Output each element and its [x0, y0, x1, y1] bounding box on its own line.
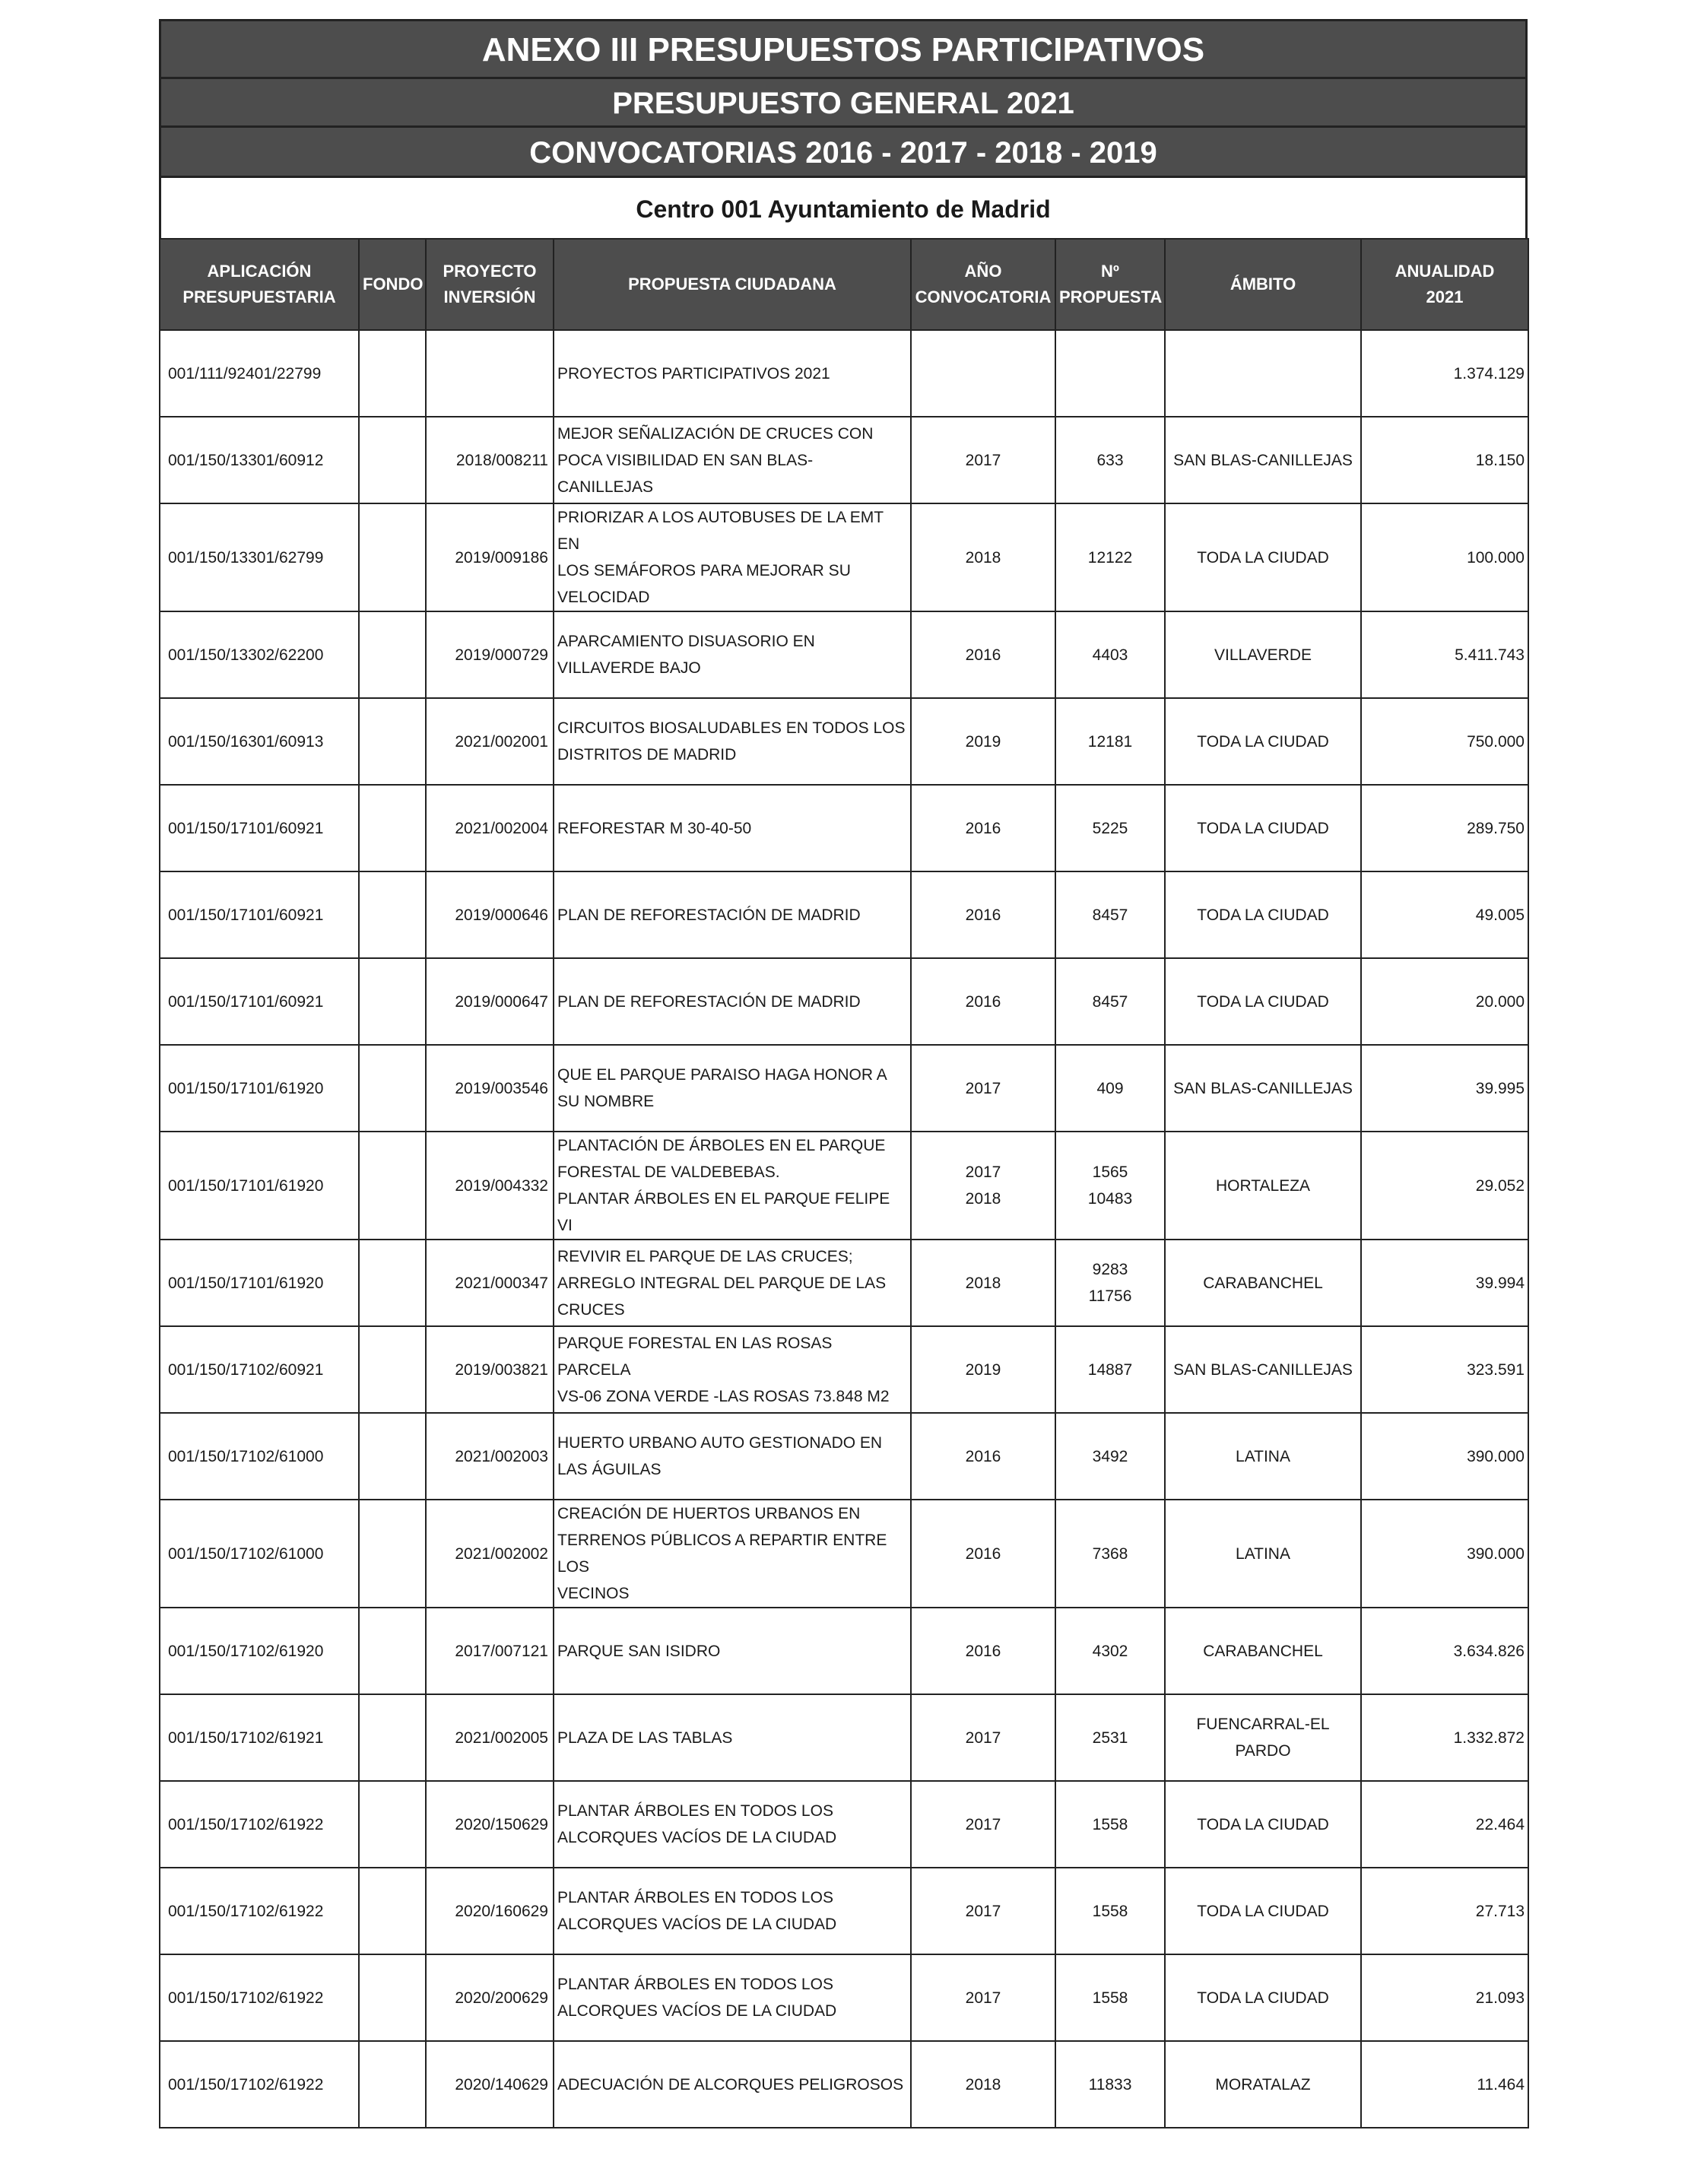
cell-fondo — [359, 1954, 426, 2041]
cell-anualidad: 39.994 — [1361, 1240, 1528, 1326]
cell-numero: 11833 — [1055, 2041, 1165, 2128]
cell-aplicacion: 001/150/16301/60913 — [160, 698, 359, 785]
cell-proyecto: 2021/002004 — [426, 785, 554, 871]
cell-numero: 12122 — [1055, 503, 1165, 611]
cell-fondo — [359, 503, 426, 611]
cell-fondo — [359, 871, 426, 958]
cell-anio: 2017 — [911, 1045, 1055, 1132]
table-row — [160, 503, 1528, 611]
cell-aplicacion: 001/150/17102/61920 — [160, 1608, 359, 1694]
cell-anualidad: 5.411.743 — [1361, 611, 1528, 698]
cell-proyecto: 2020/160629 — [426, 1868, 554, 1954]
cell-propuesta: PARQUE SAN ISIDRO — [554, 1608, 911, 1694]
cell-numero: 5225 — [1055, 785, 1165, 871]
cell-numero: 4403 — [1055, 611, 1165, 698]
cell-fondo — [359, 1868, 426, 1954]
cell-ambito: LATINA — [1165, 1413, 1361, 1500]
cell-numero: 9283 11756 — [1055, 1240, 1165, 1326]
table-row — [160, 1500, 1528, 1608]
cell-ambito: TODA LA CIUDAD — [1165, 871, 1361, 958]
cell-proyecto: 2019/000646 — [426, 871, 554, 958]
table-row — [160, 958, 1528, 1045]
cell-fondo — [359, 698, 426, 785]
cell-anualidad: 22.464 — [1361, 1781, 1528, 1868]
cell-anualidad: 21.093 — [1361, 1954, 1528, 2041]
table-row — [160, 1868, 1528, 1954]
cell-anualidad: 390.000 — [1361, 1413, 1528, 1500]
cell-anio: 2016 — [911, 958, 1055, 1045]
cell-ambito: TODA LA CIUDAD — [1165, 1868, 1361, 1954]
cell-ambito: HORTALEZA — [1165, 1132, 1361, 1240]
cell-aplicacion: 001/150/17102/61921 — [160, 1694, 359, 1781]
cell-ambito: TODA LA CIUDAD — [1165, 1781, 1361, 1868]
cell-numero: 4302 — [1055, 1608, 1165, 1694]
cell-propuesta: PLAZA DE LAS TABLAS — [554, 1694, 911, 1781]
table-row — [160, 1326, 1528, 1413]
cell-proyecto: 2020/140629 — [426, 2041, 554, 2128]
cell-propuesta: PLAN DE REFORESTACIÓN DE MADRID — [554, 871, 911, 958]
cell-fondo — [359, 1500, 426, 1608]
cell-propuesta: QUE EL PARQUE PARAISO HAGA HONOR A SU NOMBRE — [554, 1045, 911, 1132]
col-header-numero: Nº PROPUESTA — [1055, 239, 1165, 330]
cell-numero: 8457 — [1055, 958, 1165, 1045]
cell-anualidad: 49.005 — [1361, 871, 1528, 958]
cell-numero — [1055, 330, 1165, 417]
table-row — [160, 611, 1528, 698]
cell-aplicacion: 001/150/17101/60921 — [160, 871, 359, 958]
table-row — [160, 1608, 1528, 1694]
cell-numero: 1558 — [1055, 1954, 1165, 2041]
cell-numero: 633 — [1055, 417, 1165, 503]
cell-ambito: LATINA — [1165, 1500, 1361, 1608]
col-header-ambito: ÁMBITO — [1165, 239, 1361, 330]
cell-ambito: TODA LA CIUDAD — [1165, 958, 1361, 1045]
cell-proyecto: 2019/003821 — [426, 1326, 554, 1413]
cell-fondo — [359, 1132, 426, 1240]
table-row — [160, 1240, 1528, 1326]
cell-anio: 2016 — [911, 1500, 1055, 1608]
cell-fondo — [359, 1240, 426, 1326]
cell-ambito — [1165, 330, 1361, 417]
cell-ambito: VILLAVERDE — [1165, 611, 1361, 698]
cell-anio: 2018 — [911, 1240, 1055, 1326]
cell-ambito: TODA LA CIUDAD — [1165, 785, 1361, 871]
cell-propuesta: CIRCUITOS BIOSALUDABLES EN TODOS LOS DISTRITOS DE MADRID — [554, 698, 911, 785]
cell-numero: 7368 — [1055, 1500, 1165, 1608]
cell-propuesta: MEJOR SEÑALIZACIÓN DE CRUCES CON POCA VISIBILIDAD EN SAN BLAS-CANILLEJAS — [554, 417, 911, 503]
cell-numero: 3492 — [1055, 1413, 1165, 1500]
cell-numero: 8457 — [1055, 871, 1165, 958]
cell-fondo — [359, 1694, 426, 1781]
cell-anualidad: 100.000 — [1361, 503, 1528, 611]
cell-ambito: FUENCARRAL-EL PARDO — [1165, 1694, 1361, 1781]
cell-anualidad: 3.634.826 — [1361, 1608, 1528, 1694]
cell-anio: 2019 — [911, 698, 1055, 785]
cell-fondo — [359, 1608, 426, 1694]
cell-proyecto: 2020/200629 — [426, 1954, 554, 2041]
cell-anualidad: 390.000 — [1361, 1500, 1528, 1608]
budget-sheet — [159, 19, 1528, 2128]
cell-anio: 2017 — [911, 1694, 1055, 1781]
cell-ambito: TODA LA CIUDAD — [1165, 503, 1361, 611]
cell-fondo — [359, 417, 426, 503]
cell-numero: 1565 10483 — [1055, 1132, 1165, 1240]
cell-propuesta: PLANTAR ÁRBOLES EN TODOS LOS ALCORQUES VACÍOS DE LA CIUDAD — [554, 1868, 911, 1954]
table-row — [160, 698, 1528, 785]
cell-anualidad: 20.000 — [1361, 958, 1528, 1045]
cell-anualidad: 1.374.129 — [1361, 330, 1528, 417]
cell-anualidad: 27.713 — [1361, 1868, 1528, 1954]
cell-propuesta: REFORESTAR M 30-40-50 — [554, 785, 911, 871]
cell-proyecto: 2019/004332 — [426, 1132, 554, 1240]
cell-aplicacion: 001/150/13301/60912 — [160, 417, 359, 503]
cell-aplicacion: 001/150/17101/60921 — [160, 785, 359, 871]
cell-propuesta: ADECUACIÓN DE ALCORQUES PELIGROSOS — [554, 2041, 911, 2128]
cell-anualidad: 39.995 — [1361, 1045, 1528, 1132]
table-row — [160, 785, 1528, 871]
cell-ambito: MORATALAZ — [1165, 2041, 1361, 2128]
cell-numero: 1558 — [1055, 1868, 1165, 1954]
cell-fondo — [359, 2041, 426, 2128]
cell-numero: 1558 — [1055, 1781, 1165, 1868]
table-row — [160, 1132, 1528, 1240]
cell-anio: 2016 — [911, 871, 1055, 958]
cell-anualidad: 1.332.872 — [1361, 1694, 1528, 1781]
cell-aplicacion: 001/150/17102/61922 — [160, 1868, 359, 1954]
table-row — [160, 417, 1528, 503]
cell-propuesta: PLANTAR ÁRBOLES EN TODOS LOS ALCORQUES VACÍOS DE LA CIUDAD — [554, 1781, 911, 1868]
col-header-anio: AÑO CONVOCATORIA — [911, 239, 1055, 330]
cell-fondo — [359, 611, 426, 698]
cell-ambito: SAN BLAS-CANILLEJAS — [1165, 417, 1361, 503]
cell-ambito: TODA LA CIUDAD — [1165, 698, 1361, 785]
cell-numero: 14887 — [1055, 1326, 1165, 1413]
cell-proyecto: 2019/003546 — [426, 1045, 554, 1132]
cell-proyecto: 2021/002002 — [426, 1500, 554, 1608]
cell-aplicacion: 001/150/17102/60921 — [160, 1326, 359, 1413]
cell-proyecto: 2020/150629 — [426, 1781, 554, 1868]
cell-numero: 12181 — [1055, 698, 1165, 785]
table-row — [160, 2041, 1528, 2128]
cell-aplicacion: 001/150/17101/61920 — [160, 1132, 359, 1240]
budget-table — [159, 238, 1529, 2128]
cell-fondo — [359, 330, 426, 417]
cell-anualidad: 29.052 — [1361, 1132, 1528, 1240]
cell-aplicacion: 001/150/17102/61000 — [160, 1500, 359, 1608]
table-row — [160, 1781, 1528, 1868]
cell-proyecto: 2018/008211 — [426, 417, 554, 503]
table-row — [160, 330, 1528, 417]
table-row — [160, 1954, 1528, 2041]
col-header-anualidad: ANUALIDAD 2021 — [1361, 239, 1528, 330]
cell-aplicacion: 001/150/17102/61000 — [160, 1413, 359, 1500]
cell-aplicacion: 001/150/17101/61920 — [160, 1240, 359, 1326]
cell-ambito: CARABANCHEL — [1165, 1608, 1361, 1694]
cell-propuesta: PLAN DE REFORESTACIÓN DE MADRID — [554, 958, 911, 1045]
table-row — [160, 871, 1528, 958]
cell-anualidad: 289.750 — [1361, 785, 1528, 871]
cell-anio: 2016 — [911, 785, 1055, 871]
center-heading: Centro 001 Ayuntamiento de Madrid — [159, 176, 1528, 238]
cell-aplicacion: 001/150/17101/60921 — [160, 958, 359, 1045]
cell-numero: 2531 — [1055, 1694, 1165, 1781]
cell-anio: 2017 — [911, 1868, 1055, 1954]
cell-propuesta: CREACIÓN DE HUERTOS URBANOS EN TERRENOS PÚBLICOS A REPARTIR ENTRE LOS VECINOS — [554, 1500, 911, 1608]
cell-ambito: SAN BLAS-CANILLEJAS — [1165, 1045, 1361, 1132]
cell-propuesta: PARQUE FORESTAL EN LAS ROSAS PARCELA VS-06 ZONA VERDE -LAS ROSAS 73.848 M2 — [554, 1326, 911, 1413]
cell-propuesta: HUERTO URBANO AUTO GESTIONADO EN LAS ÁGUILAS — [554, 1413, 911, 1500]
cell-numero: 409 — [1055, 1045, 1165, 1132]
cell-fondo — [359, 958, 426, 1045]
cell-proyecto: 2021/002001 — [426, 698, 554, 785]
col-header-aplicacion: APLICACIÓN PRESUPUESTARIA — [160, 239, 359, 330]
cell-fondo — [359, 1326, 426, 1413]
cell-aplicacion: 001/150/17102/61922 — [160, 1781, 359, 1868]
cell-fondo — [359, 785, 426, 871]
cell-proyecto: 2019/009186 — [426, 503, 554, 611]
cell-aplicacion: 001/150/17101/61920 — [160, 1045, 359, 1132]
cell-proyecto: 2021/002005 — [426, 1694, 554, 1781]
cell-propuesta: PROYECTOS PARTICIPATIVOS 2021 — [554, 330, 911, 417]
cell-proyecto: 2017/007121 — [426, 1608, 554, 1694]
document-subtitle: PRESUPUESTO GENERAL 2021 — [159, 77, 1528, 125]
cell-anualidad: 18.150 — [1361, 417, 1528, 503]
cell-anio: 2019 — [911, 1326, 1055, 1413]
document-title: ANEXO III PRESUPUESTOS PARTICIPATIVOS — [159, 19, 1528, 77]
cell-anio: 2017 2018 — [911, 1132, 1055, 1240]
table-row — [160, 1413, 1528, 1500]
col-header-fondo: FONDO — [359, 239, 426, 330]
cell-anualidad: 323.591 — [1361, 1326, 1528, 1413]
cell-fondo — [359, 1781, 426, 1868]
cell-ambito: SAN BLAS-CANILLEJAS — [1165, 1326, 1361, 1413]
cell-aplicacion: 001/150/17102/61922 — [160, 1954, 359, 2041]
cell-anio: 2017 — [911, 1781, 1055, 1868]
table-row — [160, 1045, 1528, 1132]
table-header-row — [160, 239, 1528, 330]
cell-anio: 2017 — [911, 1954, 1055, 2041]
cell-propuesta: APARCAMIENTO DISUASORIO EN VILLAVERDE BAJO — [554, 611, 911, 698]
cell-anio — [911, 330, 1055, 417]
calls-heading: CONVOCATORIAS 2016 - 2017 - 2018 - 2019 — [159, 125, 1528, 176]
cell-propuesta: PRIORIZAR A LOS AUTOBUSES DE LA EMT EN LOS SEMÁFOROS PARA MEJORAR SU VELOCIDAD — [554, 503, 911, 611]
cell-anualidad: 750.000 — [1361, 698, 1528, 785]
cell-fondo — [359, 1413, 426, 1500]
cell-anio: 2018 — [911, 2041, 1055, 2128]
cell-fondo — [359, 1045, 426, 1132]
cell-propuesta: PLANTAR ÁRBOLES EN TODOS LOS ALCORQUES VACÍOS DE LA CIUDAD — [554, 1954, 911, 2041]
cell-anio: 2016 — [911, 611, 1055, 698]
table-row — [160, 1694, 1528, 1781]
cell-proyecto: 2019/000647 — [426, 958, 554, 1045]
cell-propuesta: REVIVIR EL PARQUE DE LAS CRUCES; ARREGLO INTEGRAL DEL PARQUE DE LAS CRUCES — [554, 1240, 911, 1326]
col-header-propuesta: PROPUESTA CIUDADANA — [554, 239, 911, 330]
cell-anio: 2018 — [911, 503, 1055, 611]
cell-aplicacion: 001/111/92401/22799 — [160, 330, 359, 417]
cell-proyecto: 2021/002003 — [426, 1413, 554, 1500]
cell-proyecto: 2021/000347 — [426, 1240, 554, 1326]
cell-ambito: TODA LA CIUDAD — [1165, 1954, 1361, 2041]
cell-anualidad: 11.464 — [1361, 2041, 1528, 2128]
cell-anio: 2016 — [911, 1413, 1055, 1500]
cell-proyecto — [426, 330, 554, 417]
cell-anio: 2016 — [911, 1608, 1055, 1694]
cell-anio: 2017 — [911, 417, 1055, 503]
col-header-proyecto: PROYECTO INVERSIÓN — [426, 239, 554, 330]
cell-propuesta: PLANTACIÓN DE ÁRBOLES EN EL PARQUE FORESTAL DE VALDEBEBAS. PLANTAR ÁRBOLES EN EL PARQUE FELIPE VI — [554, 1132, 911, 1240]
cell-ambito: CARABANCHEL — [1165, 1240, 1361, 1326]
cell-aplicacion: 001/150/13301/62799 — [160, 503, 359, 611]
cell-aplicacion: 001/150/13302/62200 — [160, 611, 359, 698]
cell-proyecto: 2019/000729 — [426, 611, 554, 698]
cell-aplicacion: 001/150/17102/61922 — [160, 2041, 359, 2128]
